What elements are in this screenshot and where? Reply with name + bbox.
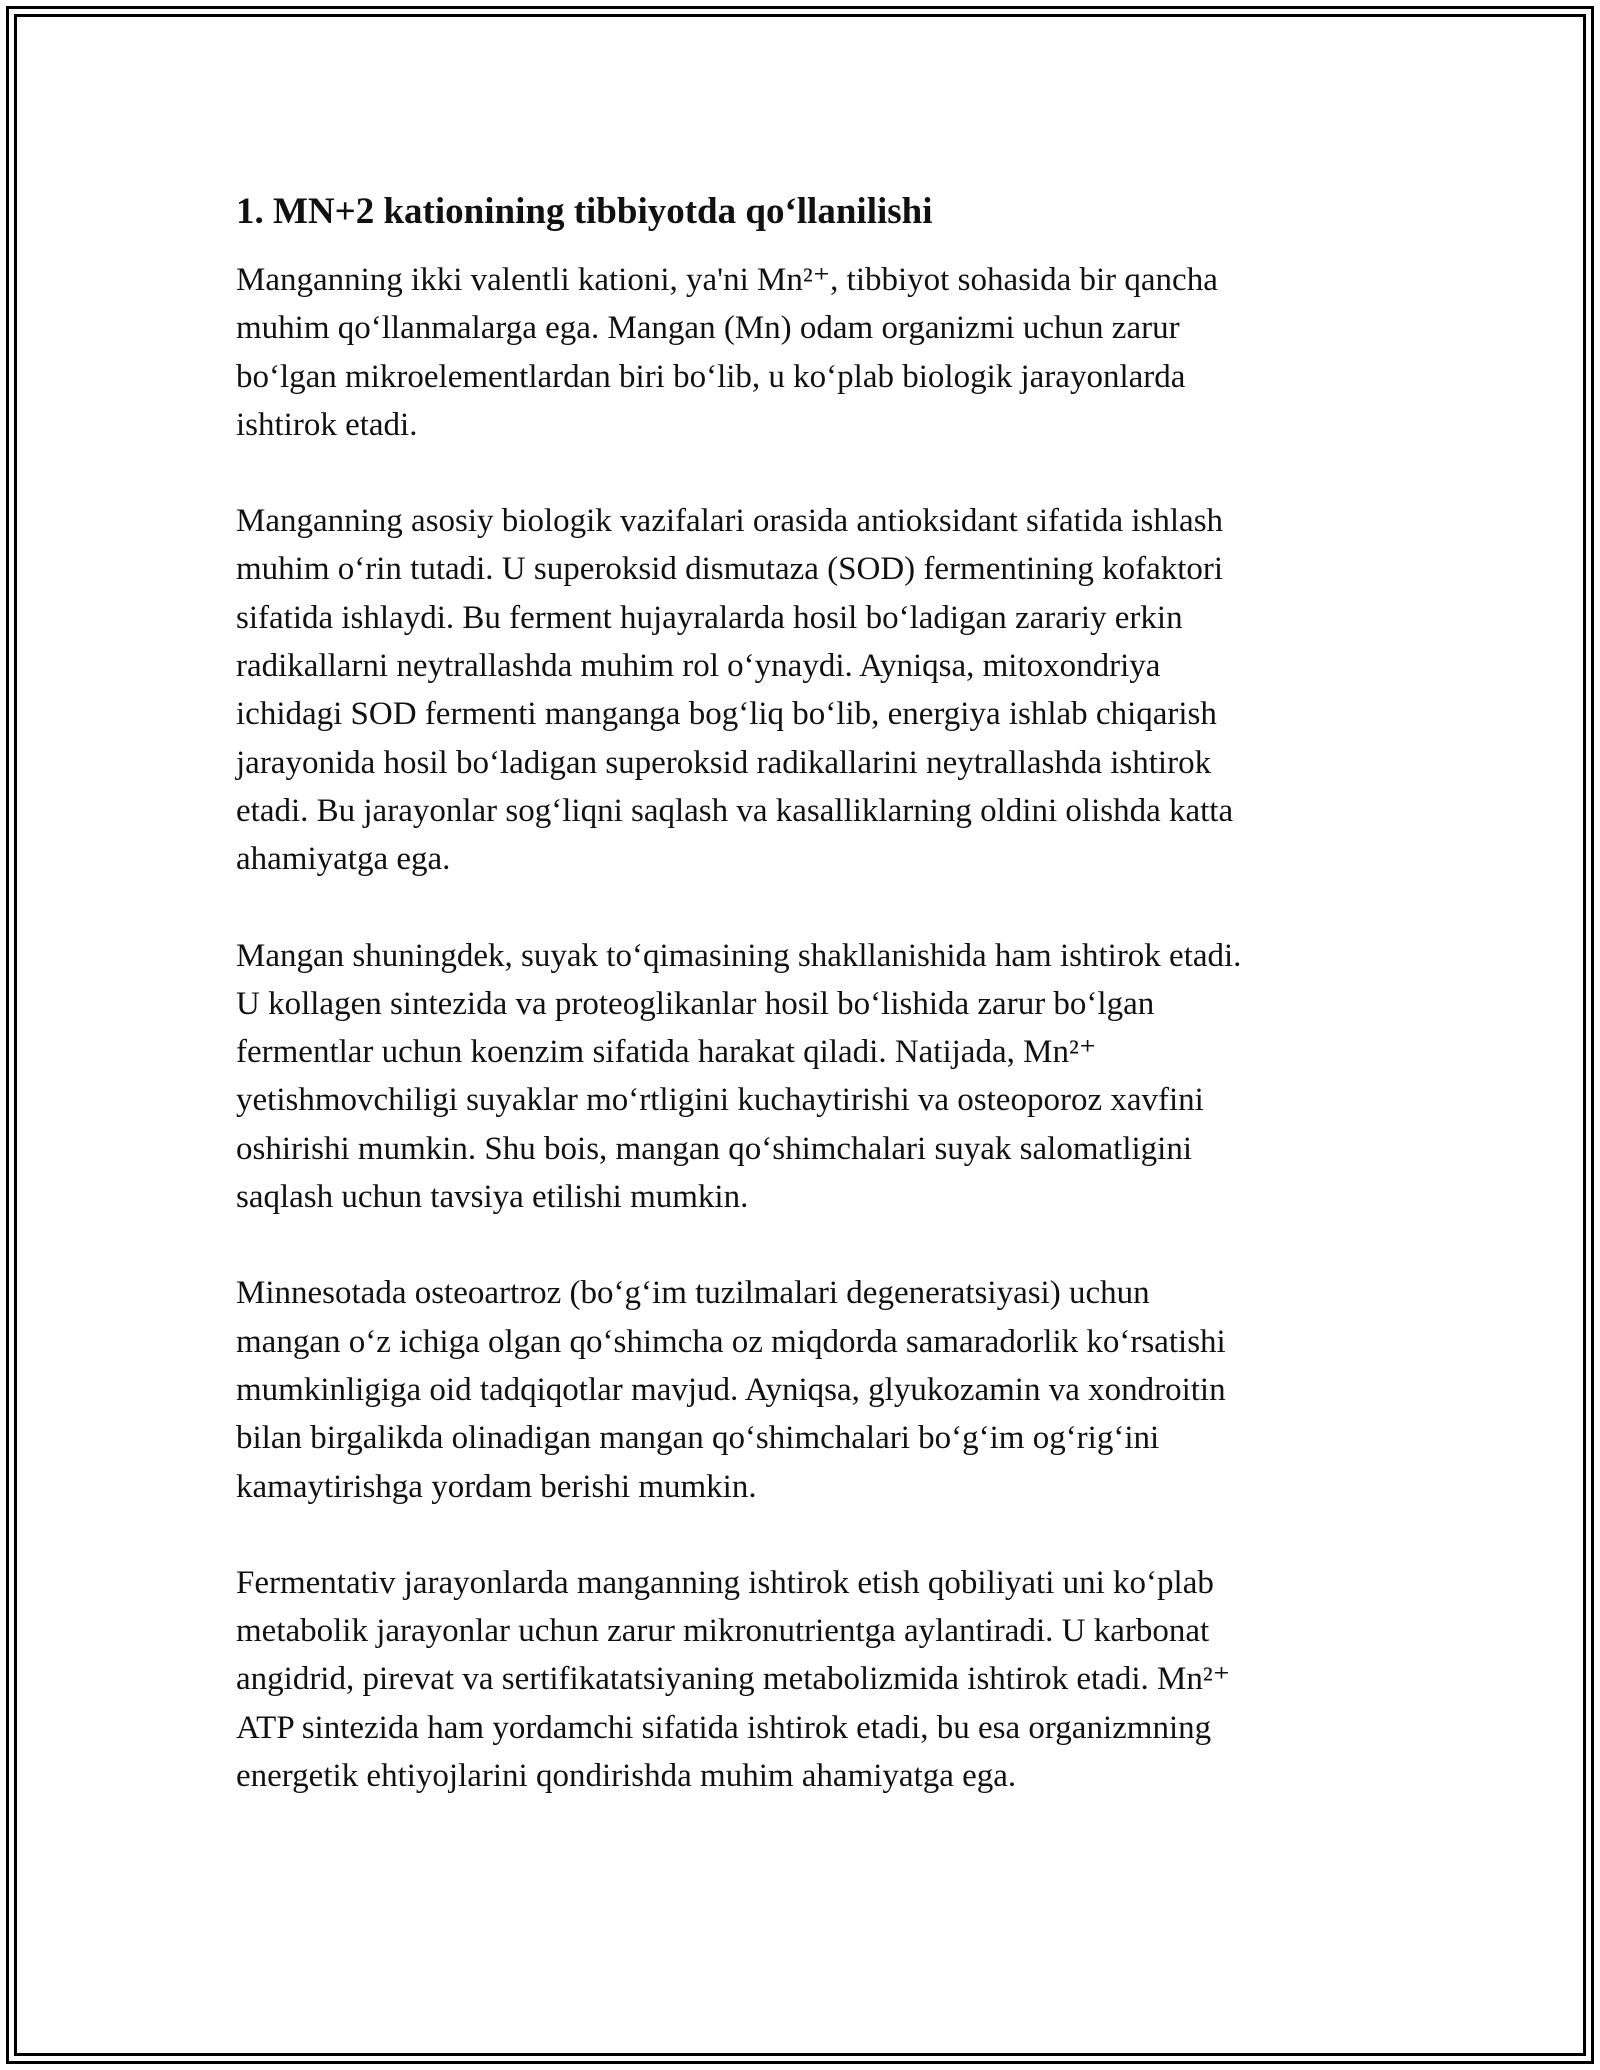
paragraph-metabolism: Fermentativ jarayonlarda manganning ishtirok etish qobiliyati uni ko‘plab metabolik jarayonlar uchun zarur mikronutrientga aylantiradi. U karbonat angidrid, pirevat va sertifikatatsiyaning metabolizmida ishtirok etadi. Mn²⁺ ATP sintezida ham yordamchi sifatida ishtirok etadi, bu esa organizmning energetik ehtiyojlarini qondirishda muhim ahamiyatga ega. — [236, 1564, 1231, 1795]
document-title: 1. MN+2 kationining tibbiyotda qo‘llanilishi — [236, 191, 933, 232]
paragraph-antioxidant: Manganning asosiy biologik vazifalari orasida antioksidant sifatida ishlash muhim o‘rin tutadi. U superoksid dismutaza (SOD) fermentining kofaktori sifatida ishlaydi. Bu ferment hujayralarda hosil bo‘ladigan zarariy erkin radikallarni neytrallashda muhim rol o‘ynaydi. Ayniqsa, mitoxondriya ichidagi SOD fermenti manganga bog‘liq bo‘lib, energiya ishlab chiqarish jarayonida hosil bo‘ladigan superoksid radikallarini neytrallashda ishtirok etadi. Bu jarayonlar sog‘liqni saqlash va kasalliklarning oldini olishda katta ahamiyatga ega. — [236, 503, 1234, 878]
paragraph-osteoarthritis: Minnesotada osteoartroz (bo‘g‘im tuzilmalari degeneratsiyasi) uchun mangan o‘z ichiga olgan qo‘shimcha oz miqdorda samaradorlik ko‘rsatishi mumkinligiga oid tadqiqotlar mavjud. Ayniqsa, glyukozamin va xondroitin bilan birgalikda olinadigan mangan qo‘shimchalari bo‘g‘im og‘rig‘ini kamaytirishga yordam berishi mumkin. — [236, 1275, 1226, 1505]
paragraph-bone: Mangan shuningdek, suyak to‘qimasining shakllanishida ham ishtirok etadi. U kollagen sintezida va proteoglikanlar hosil bo‘lishida zarur bo‘lgan fermentlar uchun koenzim sifatida harakat qiladi. Natijada, Mn²⁺ yetishmovchiligi suyaklar mo‘rtligini kuchaytirishi va osteoporoz xavfini oshirishi mumkin. Shu bois, mangan qo‘shimchalari suyak salomatligini saqlash uchun tavsiya etilishi mumkin. — [236, 937, 1242, 1216]
paragraph-intro: Manganning ikki valentli kationi, ya'ni Mn²⁺, tibbiyot sohasida bir qancha muhim qo‘llanmalarga ega. Mangan (Mn) odam organizmi uchun zarur bo‘lgan mikroelementlardan biri bo‘lib, u ko‘plab biologik jarayonlarda ishtirok etadi. — [236, 262, 1218, 443]
document-body — [236, 186, 1366, 1800]
